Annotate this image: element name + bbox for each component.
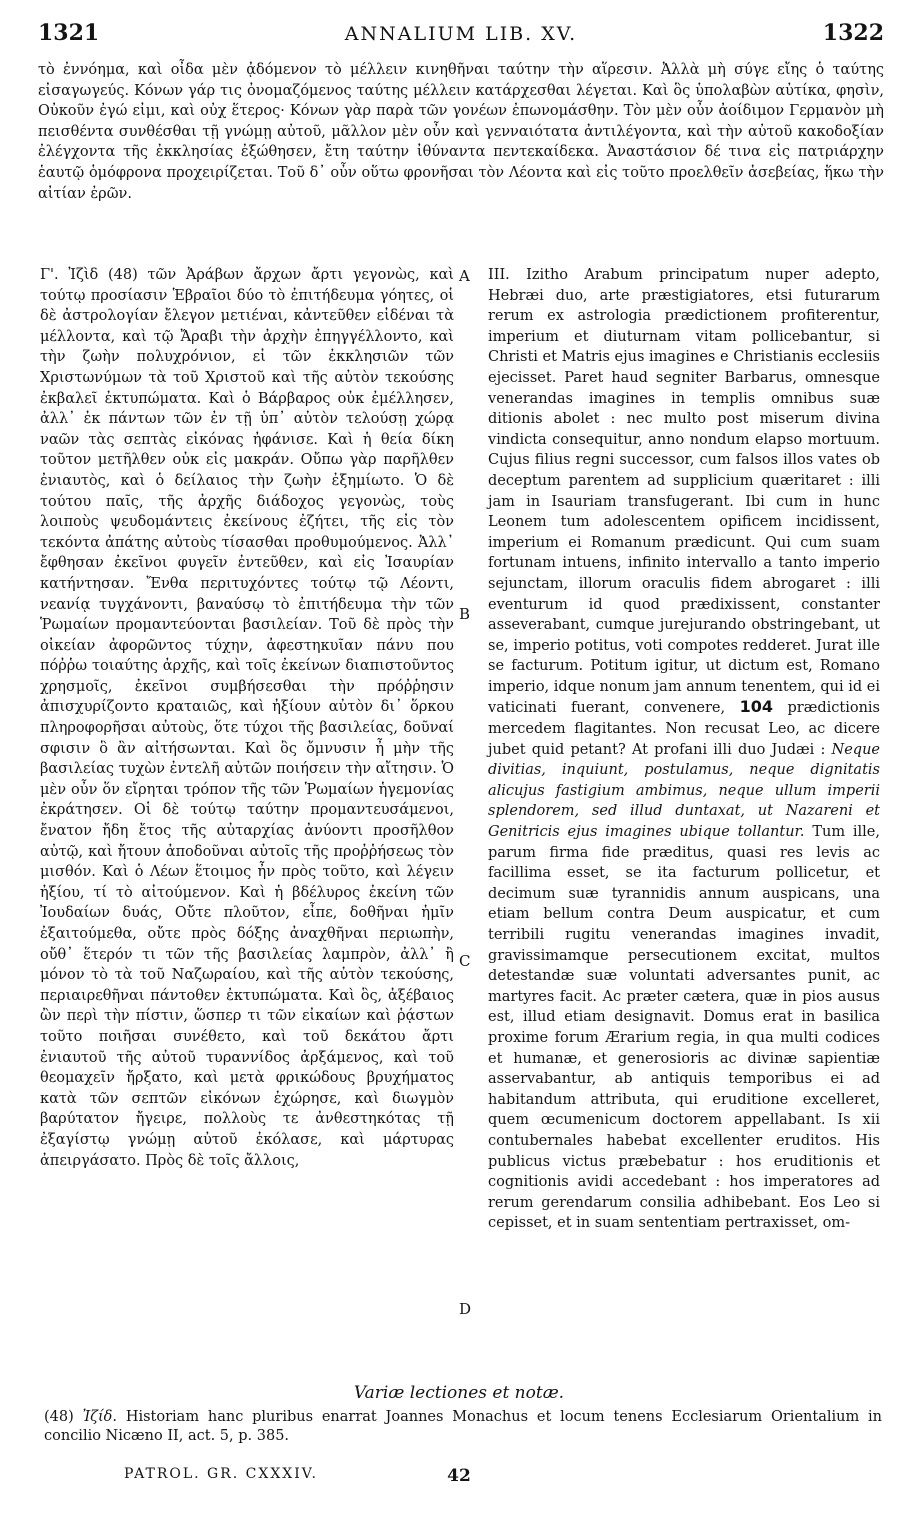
full-width-greek-text bbox=[38, 60, 884, 204]
footnote bbox=[44, 1408, 882, 1446]
margin-letter-d: D bbox=[459, 1300, 472, 1318]
series-signature: PATROL. GR. CXXXIV. bbox=[124, 1466, 318, 1482]
page-footer bbox=[0, 1466, 918, 1496]
footnote-lemma: Ἰζίδ. bbox=[82, 1409, 118, 1425]
latin-text-part-3: Tum ille, parum firma fide præditus, quasi res levis ac facillima esset, se ita facturum pollicetur, et decimum suæ tyrannidis annum auspicans, una etiam bellum contra Deum auspicatur, et cum terribili rugitu venerandas imagines invadit, gravissimamque persecutionem excitat, multos detestandæ suæ voluntati adversantes punit, ac martyres facit. Ac præter cætera, quæ in pios ausus est, illud etiam designavit. Domus erat in basilica proxime forum Ærarium regia, in qua multi codices et humanæ, et generosioris ac divinæ sapientiæ asservabantur, ab antiquis temporibus ei ad habitandum attributa, qui eruditione excelleret, quem œcumenicum doctorem appellabant. Is xii contubernales habebat excellenter eruditos. His publicus victus præbebatur : hos eruditionis et cognitionis avidi accedebant : hos imperatores ad rerum gerendarum consilia adhibebant. Eos Leo si cepisset, et in suam sententiam pertraxisset, om- bbox=[488, 824, 880, 1232]
latin-text-part-2: prædictionis mercedem flagitantes. Non recusat Leo, ac dicere jubet quid petant? At profani illi duo Judæi : bbox=[488, 700, 880, 758]
greek-column bbox=[40, 265, 454, 1171]
sheet-number: 42 bbox=[447, 1466, 471, 1486]
margin-letter-b: B bbox=[459, 605, 471, 623]
latin-text-part-1: III. Izitho Arabum principatum nuper adepto, Hebræi duo, arte præstigiatores, etsi futurarum rerum ex astrologia prædictionem profiterentur, imperium et diuturnam vitam pollicebantur, si Christi et Matris ejus imagines e Christianis ecclesiis ejecisset. Paret haud segniter Barbarus, omnesque venerandas imagines in templis omnibus suæ ditionis abolet : nec multo post miserum divina vindicta consequitur, anno nondum elapso mortuum. Cujus filius regni successor, cum falsos illos vates ob deceptum parentem ad supplicium quæritaret : illi jam in Isauriam transfugerant. Ibi cum in hunc Leonem tum adolescentem opificem incidissent, imperium ei Romanum prædicunt. Qui cum suam fortunam intuens, infinito intervallo a tanto imperio sejunctam, illorum oraculis fidem abrogaret : illi eventurum id quod prædixissent, constanter asseverabant, cumque jurejurando obstringebant, ut se, imperio potitus, voti compotes redderet. Jurat ille se facturum. Potitum igitur, ut dictum est, Romano imperio, idque nonum jam annum tenentem, qui id ei vaticinati fuerant, convenere, bbox=[488, 267, 880, 717]
latin-column bbox=[488, 265, 880, 1234]
page-header bbox=[38, 20, 884, 50]
notes-heading: Variæ lectiones et notæ. bbox=[353, 1383, 565, 1403]
greek-paragraph-3: Γ'. Ἰζὶδ (48) τῶν Ἀράβων ἄρχων ἄρτι γεγονὼς, καὶ τούτῳ προσίασιν Ἑβραῖοι δύο τὸ ἐπιτήδευμα γόητες, οἱ δὲ ἀστρολογίαν ἔλεγον μετιέναι, κἀντεῦθεν εἰδέναι τὰ μέλλοντα, καὶ τῷ Ἄραβι τὴν ἀρχὴν ἐπηγγέλλοντο, καὶ τὴν ζωὴν πολυχρόνιον, εἰ τῶν ἐκκλησιῶν τῶν Χριστωνύμων τὰ τοῦ Χριστοῦ καὶ τῆς αὐτὸν τεκούσης ἐκβαλεῖ ἐκτυπώματα. Καὶ ὁ Βάρβαρος οὐκ ἐμέλλησεν, ἀλλ᾽ ἐκ πάντων τῶν ἐν τῇ ὑπ᾽ αὐτὸν τελούσῃ χώρᾳ ναῶν τὰς σεπτὰς εἰκόνας ἠφάνισε. Καὶ ἡ θεία δίκη τοῦτον μετῆλθεν οὐκ εἰς μακράν. Οὔπω γὰρ παρῆλθεν ἐνιαυτὸς, καὶ ὁ δείλαιος τὴν ζωὴν ἐξημίωτο. Ὁ δὲ τούτου παῖς, τῆς ἀρχῆς διάδοχος γεγονὼς, τοὺς λοιποὺς ψευδομάντεις ἐκείνους ἐζήτει, τῆς εἰς τὸν τεκόντα ἀπάτης αὐτοὺς τίσασθαι προθυμούμενος. Ἀλλ᾽ ἔφθησαν ἐκεῖνοι φυγεῖν ἐντεῦθεν, καὶ εἰς Ἰσαυρίαν κατήντησαν. Ἔνθα περιτυχόντες τούτῳ τῷ Λέοντι, νεανίᾳ τυγχάνοντι, βαναύσῳ τὸ ἐπιτήδευμα τὴν τῶν Ῥωμαίων προμαντεύονται βασιλείαν. Τοῦ δὲ πρὸς τὴν οἰκείαν ἀφορῶντος τύχην, ἀφεστηκυῖαν πάνυ που πόῤῥω τοιαύτης ἀρχῆς, καὶ τοῖς ἐκείνων διαπιστοῦντος χρησμοῖς, ἐκεῖνοι συμβήσεσθαι τὴν πρόῤῥησιν ἀπισχυρίζοντο κραταιῶς, καὶ ἠξίουν αὐτὸν δι᾽ ὅρκου πληροφορῆσαι αὐτοὺς, ὅτε τύχοι τῆς βασιλείας, δοῦναί σφισιν ὃ ἂν αἰτήσωνται. Καὶ ὃς ὄμνυσιν ἦ μὴν τῆς βασιλείας τυχὼν ἐντελῆ αὐτῶν ποιήσειν τὴν αἴτησιν. Ὁ μὲν οὖν ὅν εἴρηται τρόπον τῆς τῶν Ῥωμαίων ἡγεμονίας ἐκράτησεν. Οἱ δὲ τούτῳ ταύτην προμαντευσάμενοι, ἔνατον ἤδη ἔτος τῆς αὐταρχίας ἀνύοντι προσῆλθον αὐτῷ, καὶ ἤτουν ἀποδοῦναι αὐτοῖς τῆς προῤῥήσεως τὸν μισθόν. Καὶ ὁ Λέων ἕτοιμος ἦν πρὸς τοῦτο, καὶ λέγειν ἠξίου, τί τὸ αἰτούμενον. Καὶ ἡ βδέλυρος ἐκείνη τῶν Ἰουδαίων δυάς, Οὔτε πλοῦτον, εἶπε, δοθῆναι ἡμῖν ἐξαιτούμεθα, οὔτε πρὸς δόξης ἀναχθῆναι περιωπὴν, οὔθ᾽ ἕτερόν τι τῶν τῆς βασιλείας λαμπρὸν, ἀλλ᾽ ἢ μόνον τὸ τὰ τοῦ Ναζωραίου, καὶ τῆς αὐτὸν τεκούσης, περιαιρεθῆναι πάντοθεν ἐκτυπώματα. Καὶ ὃς, ἀξέβαιος ὢν περὶ τὴν πίστιν, ὥσπερ τι τῶν εἰκαίων καὶ ῥᾴστων τοῦτο ποιῆσαι συνέθετο, καὶ τοῦ δεκάτου ἄρτι ἐνιαυτοῦ τῆς αὐτοῦ τυραννίδος ἀρξάμενος, καὶ τοῦ θεομαχεῖν ἤρξατο, καὶ μετὰ φρικώδους βρυχήματος κατὰ τῶν σεπτῶν εἰκόνων ἐχώρησε, καὶ διωγμὸν βαρύτατον ἤγειρε, πολλοὺς τε ἀνθεστηκότας τῇ ἐξαγίστῳ γνώμῃ αὐτοῦ ἐκόλασε, καὶ μάρτυρας ἀπειργάσατο. Πρὸς δὲ τοῖς ἄλλοις, bbox=[40, 267, 454, 1169]
footnote-text: Historiam hanc pluribus enarrat Joannes Monachus et locum tenens Ecclesiarum Orientalium in concilio Nicæno II, act. 5, p. 385. bbox=[44, 1409, 882, 1444]
running-title: ANNALIUM LIB. XV. bbox=[344, 23, 578, 45]
latin-italic-quote: Neque divitias, inquiunt, postulamus, neque dignitatis alicujus fastigium ambimus, neque ullum imperii splendorem, sed illud duntaxat, ut Nazareni et Genitricis ejus imagines ubique tollantur. bbox=[488, 741, 881, 841]
footnote-marker: (48) bbox=[44, 1409, 74, 1425]
footnote-48 bbox=[44, 1408, 882, 1446]
margin-letter-c: C bbox=[459, 952, 471, 970]
inline-page-number: 104 bbox=[739, 697, 774, 717]
margin-letter-a: A bbox=[459, 267, 470, 285]
column-number-left: 1321 bbox=[38, 20, 100, 46]
greek-paragraph-intro: τὸ ἐννόημα, καὶ οἶδα μὲν ᾀδόμενον τὸ μέλλειν κινηθῆναι ταύτην τὴν αἵρεσιν. Ἀλλὰ μὴ σύγε εἴης ὁ ταύτης εἰσαγωγεύς. Κόνων γάρ τις ὀνομαζόμενος ταύτης μέλλειν κατάρχεσθαι λέγεται. Καὶ ὃς ὑπολαβὼν αὐτίκα, φησὶν, Οὐκοῦν ἐγώ εἰμι, καὶ οὐχ ἕτερος· Κόνων γὰρ παρὰ τῶν γονέων ἐπωνομάσθην. Τὸν μὲν οὖν ἀοίδιμον Γερμανὸν μὴ πεισθέντα συνθέσθαι τῇ γνώμῃ αὐτοῦ, μᾶλλον μὲν οὖν καὶ γενναιότατα ἀντιλέγοντα, καὶ τὴν αὐτοῦ κακοδοξίαν ἐλέγχοντα τῆς ἐκκλησίας ἐξώθησεν, ἔτη ταύτην ἰθύναντα πεντεκαίδεκα. Ἀναστάσιον δέ τινα εἰς πατριάρχην ἑαυτῷ ὁμόφρονα προχειρίζεται. Τοῦ δ᾽ οὖν οὕτω φρονῆσαι τὸν Λέοντα καὶ εἰς τοῦτο προελθεῖν ἀσεβείας, ἥκω τὴν αἰτίαν ἐρῶν. bbox=[38, 62, 884, 202]
column-number-right: 1322 bbox=[822, 20, 884, 46]
latin-paragraph-3 bbox=[488, 265, 880, 1234]
